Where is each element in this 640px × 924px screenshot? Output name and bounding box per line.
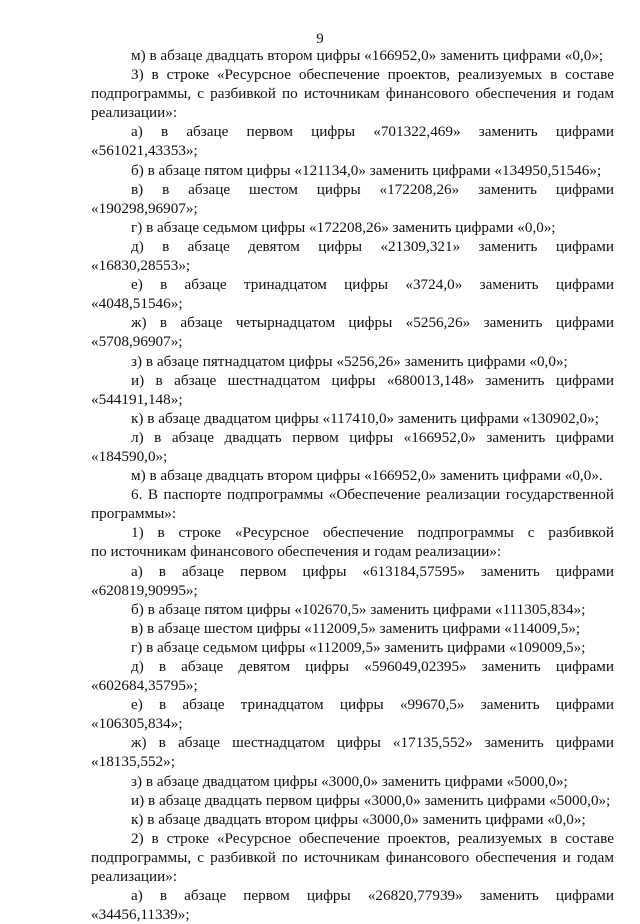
text-line: по источникам финансового обеспечения и годам реализации»: — [91, 543, 502, 561]
document-body — [91, 46, 614, 924]
text-line: к) в абзаце двадцать втором цифры «3000,0» заменить цифрами «0,0»; — [131, 810, 586, 828]
text-line: а) в абзаце первом цифры «701322,469» заменить цифрами — [131, 123, 614, 141]
text-line: «18135,552»; — [91, 753, 175, 771]
text-line: в) в абзаце шестом цифры «172208,26» заменить цифрами — [131, 180, 614, 198]
text-line: ж) в абзаце шестнадцатом цифры «17135,552» заменить цифрами — [131, 734, 614, 752]
text-line: 3) в строке «Ресурсное обеспечение проектов, реализуемых в составе — [131, 66, 614, 84]
text-line: з) в абзаце двадцатом цифры «3000,0» заменить цифрами «5000,0»; — [131, 772, 568, 790]
text-line: д) в абзаце девятом цифры «596049,02395» заменить цифрами — [131, 658, 614, 675]
text-line: е) в абзаце тринадцатом цифры «99670,5» заменить цифрами — [131, 696, 614, 714]
text-line: а) в абзаце первом цифры «26820,77939» заменить цифрами — [131, 887, 614, 905]
text-line: «620819,90995»; — [91, 581, 198, 599]
text-line: «5708,96907»; — [91, 333, 183, 351]
text-line: м) в абзаце двадцать втором цифры «166952,0» заменить цифрами «0,0». — [131, 467, 603, 485]
text-line: реализации»: — [91, 868, 178, 886]
text-line: 2) в строке «Ресурсное обеспечение проектов, реализуемых в составе — [131, 829, 614, 847]
text-line: в) в абзаце шестом цифры «112009,5» заменить цифрами «114009,5»; — [131, 619, 581, 637]
text-line: к) в абзаце двадцатом цифры «117410,0» заменить цифрами «130902,0»; — [131, 409, 599, 427]
text-line: «602684,35795»; — [91, 677, 198, 695]
text-line: «106305,834»; — [91, 715, 183, 733]
text-line: а) в абзаце первом цифры «613184,57595» заменить цифрами — [131, 562, 614, 580]
text-line: «16830,28553»; — [91, 257, 191, 275]
text-line: «544191,148»; — [91, 390, 183, 408]
text-line: б) в абзаце пятом цифры «121134,0» заменить цифрами «134950,51546»; — [131, 161, 602, 179]
text-line: «561021,43353»; — [91, 142, 198, 160]
text-line: ж) в абзаце четырнадцатом цифры «5256,26» заменить цифрами — [131, 314, 614, 332]
page-number: 9 — [316, 31, 324, 47]
text-line: 6. В паспорте подпрограммы «Обеспечение реализации государственной — [131, 486, 614, 504]
text-line: е) в абзаце тринадцатом цифры «3724,0» заменить цифрами — [131, 276, 614, 294]
text-line: «4048,51546»; — [91, 295, 183, 313]
text-line: г) в абзаце седьмом цифры «172208,26» заменить цифрами «0,0»; — [131, 218, 556, 236]
text-line: 1) в строке «Ресурсное обеспечение подпрограммы с разбивкой — [131, 524, 614, 542]
text-line: реализации»: — [91, 104, 178, 122]
text-line: д) в абзаце девятом цифры «21309,321» заменить цифрами — [131, 237, 614, 255]
text-line: «190298,96907»; — [91, 199, 198, 217]
text-line: и) в абзаце шестнадцатом цифры «680013,148» заменить цифрами — [131, 371, 614, 389]
text-line: подпрограммы, с разбивкой по источникам финансового обеспечения и годам — [91, 848, 614, 866]
text-line: л) в абзаце двадцать первом цифры «166952,0» заменить цифрами — [131, 428, 614, 446]
text-line: программы»: — [91, 505, 177, 523]
text-line: «184590,0»; — [91, 447, 168, 465]
text-line: подпрограммы, с разбивкой по источникам финансового обеспечения и годам — [91, 85, 614, 103]
text-line: з) в абзаце пятнадцатом цифры «5256,26» заменить цифрами «0,0»; — [131, 352, 568, 370]
text-line: «34456,11339»; — [91, 906, 190, 924]
text-line: м) в абзаце двадцать втором цифры «166952,0» заменить цифрами «0,0»; — [131, 47, 604, 64]
text-line: г) в абзаце седьмом цифры «112009,5» заменить цифрами «109009,5»; — [131, 638, 586, 656]
text-line: и) в абзаце двадцать первом цифры «3000,0» заменить цифрами «5000,0»; — [131, 791, 611, 809]
text-line: б) в абзаце пятом цифры «102670,5» заменить цифрами «111305,834»; — [131, 600, 586, 618]
